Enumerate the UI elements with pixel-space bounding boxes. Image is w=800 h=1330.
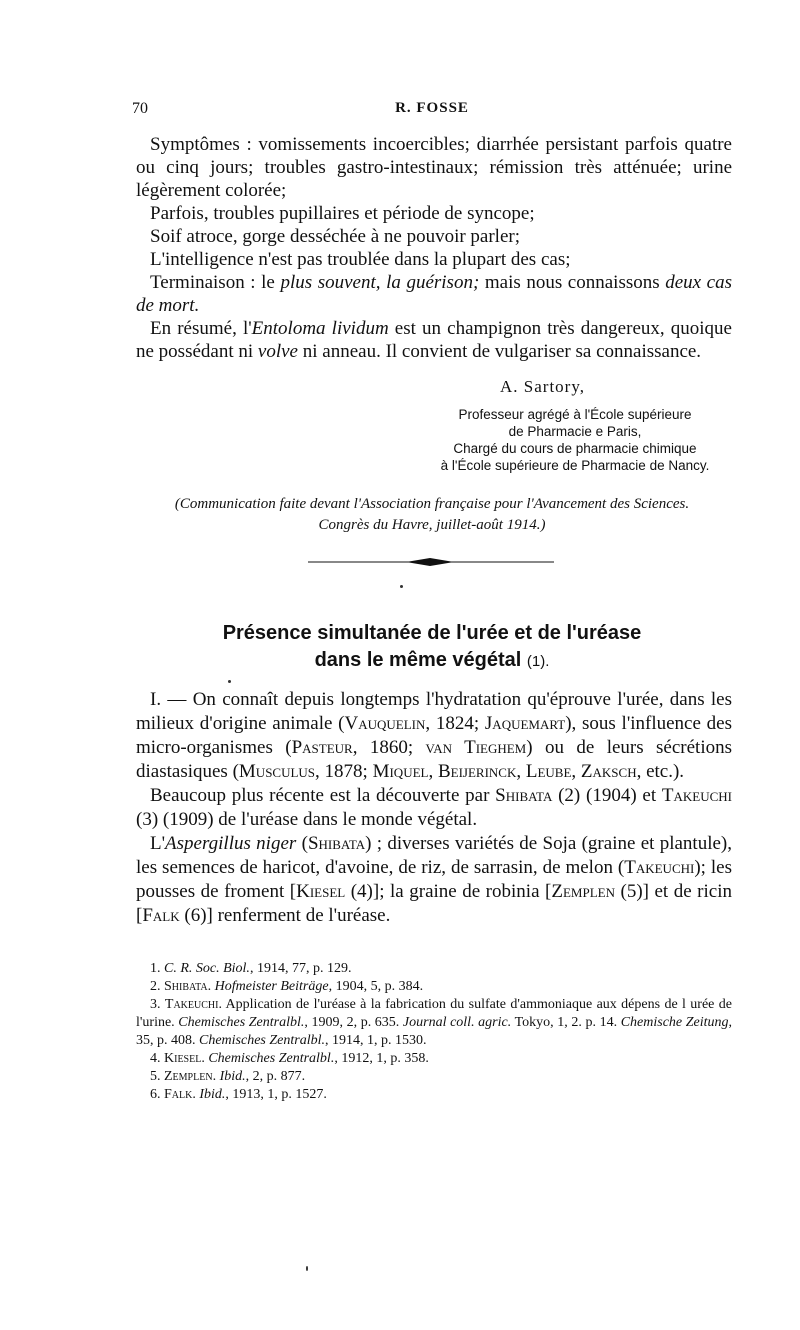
paragraph (136, 225, 732, 248)
text: (5)] et de ricin [ (136, 881, 732, 926)
italic-text: Aspergillus niger (165, 833, 297, 854)
paragraph (136, 202, 732, 225)
communication-line: Congrès du Havre, juillet-août 1914.) (318, 517, 546, 533)
paragraph (136, 832, 732, 928)
author-name: Shibata (307, 833, 366, 854)
italic-text: Chemisches Zentralbl. (208, 1051, 335, 1066)
footnote (136, 1086, 732, 1104)
text: , 1824; (425, 713, 485, 734)
text: 2. (150, 979, 164, 994)
footnote (136, 1068, 732, 1086)
text: Beaucoup plus récente est la découverte par (150, 785, 496, 806)
text: (4)]; la graine de robinia [ (345, 881, 552, 902)
author-name: Kiesel (296, 881, 346, 902)
author-name: Zemplen (164, 1069, 213, 1084)
text: , 1860; (352, 737, 426, 758)
author-name: Shibata (164, 979, 208, 994)
italic-text: Hofmeister Beiträge (214, 979, 329, 994)
footnote (136, 978, 732, 996)
footnote-ref: (1). (526, 653, 550, 670)
text: , (428, 761, 438, 782)
author-name: Leube (525, 761, 572, 782)
text: , (571, 761, 581, 782)
title-text: dans le même végétal (314, 649, 522, 671)
affiliation-line: Professeur agrégé à l'École supérieure (458, 407, 692, 422)
text: , 1909, 2, p. 635. (304, 1015, 403, 1030)
text: Tokyo, 1, 2. p. 14. (511, 1015, 621, 1030)
text: (3) (1909) de l'uréase dans le monde végétal. (136, 809, 478, 830)
author-name: Takeuchi (624, 857, 695, 878)
author-signature: A. Sartory, (500, 377, 585, 396)
author-name: Musculus (238, 761, 316, 782)
text: 1. (150, 961, 164, 976)
text: est un champignon très dangereux, quoique ne possédant ni (136, 318, 732, 362)
italic-text: C. R. Soc. Biol. (164, 961, 250, 976)
page-number: 70 (132, 100, 148, 117)
communication-note (132, 494, 732, 536)
text: , 35, p. 408. (136, 1015, 732, 1048)
author-name: van Tieghem (425, 737, 527, 758)
italic-text: Ibid. (219, 1069, 246, 1084)
text: , 1914, 77, p. 129. (249, 961, 352, 976)
paragraph (136, 317, 732, 363)
article-body (136, 688, 732, 928)
paragraph (136, 784, 732, 832)
author-name: Kiesel (164, 1051, 202, 1066)
page-header (132, 100, 732, 124)
author-name: Miquel (372, 761, 429, 782)
paragraph (136, 248, 732, 271)
title-line: Présence simultanée de l'urée et de l'uréase (222, 622, 642, 644)
text: ( (296, 833, 308, 854)
text: Terminaison : le (150, 272, 281, 293)
italic-text: Chemisches Zentralbl. (178, 1015, 305, 1030)
text: ) ou de leurs sécrétions diastasiques ( (136, 737, 733, 782)
author-name: Falk (164, 1087, 193, 1102)
author-name: Falk (142, 905, 180, 926)
paragraph (136, 688, 732, 784)
author-name: Jaquemart (484, 713, 566, 734)
communication-line: (Communication faite devant l'Association française pour l'Avancement des Sciences. (174, 496, 690, 512)
text: I. — On connaît depuis longtemps l'hydratation qu'éprouve l'urée, dans les milieux d'origine animale ( (136, 689, 732, 734)
text: Symptômes : vomissements incoercibles; diarrhée persistant parfois quatre ou cinq jours; troubles gastro-intestinaux; rémission très atténuée; urine légèrement colorée; (136, 134, 732, 201)
author-name: Beijerinck (437, 761, 517, 782)
author-name: Zaksch (580, 761, 637, 782)
print-speck (400, 585, 403, 588)
text: , 1914, 1, p. 1530. (325, 1033, 427, 1048)
section-divider-ornament (308, 557, 554, 567)
article-title (132, 620, 732, 675)
text: ); les pousses de froment [ (136, 857, 732, 902)
text: (2) (1904) et (552, 785, 662, 806)
italic-text: deux cas de mort. (136, 272, 732, 316)
footnote (136, 996, 732, 1050)
affiliation-line: de Pharmacie e Paris, (508, 424, 642, 439)
text: L' (150, 833, 166, 854)
italic-text: volve (257, 341, 298, 362)
text: , 1878; (315, 761, 373, 782)
italic-text: plus souvent, la guérison; (280, 272, 480, 293)
italic-text: Ibid. (199, 1087, 226, 1102)
text: ) ; diverses variétés de Soja (graine et plantule), les semences de haricot, d'avoine, de riz, de sarrasin, de melon ( (136, 833, 733, 878)
text: . (201, 1051, 209, 1066)
text: , (516, 761, 526, 782)
author-name: Pasteur (291, 737, 353, 758)
text: . Application de l'uréase à la fabrication du sulfate d'ammoniaque aux dépens de l urée de l'urine. (136, 997, 732, 1030)
paragraph (136, 271, 732, 317)
running-head: R. FOSSE (395, 100, 469, 116)
text: 4. (150, 1051, 164, 1066)
text: ), sous l'influence des micro-organismes ( (136, 713, 732, 758)
intro-text (136, 133, 732, 363)
author-name: Takeuchi (661, 785, 732, 806)
text: 3. (150, 997, 165, 1012)
author-affiliation (410, 406, 740, 474)
print-speck (306, 1266, 308, 1271)
footnote (136, 960, 732, 978)
text: L'intelligence n'est pas troublée dans la plupart des cas; (150, 249, 571, 270)
text: , 1904, 5, p. 384. (328, 979, 424, 994)
italic-text: Chemische Zeitung (620, 1015, 729, 1030)
text: 5. (150, 1069, 164, 1084)
text: . (192, 1087, 200, 1102)
text: Soif atroce, gorge desséchée à ne pouvoir parler; (150, 226, 520, 247)
affiliation-line: Chargé du cours de pharmacie chimique (453, 441, 697, 456)
text: , 1913, 1, p. 1527. (225, 1087, 327, 1102)
text: Parfois, troubles pupillaires et période de syncope; (150, 203, 535, 224)
text: 6. (150, 1087, 164, 1102)
italic-text: Chemisches Zentralbl. (199, 1033, 325, 1048)
text: . (212, 1069, 220, 1084)
author-name: Shibata (495, 785, 553, 806)
paragraph (136, 133, 732, 202)
footnote (136, 1050, 732, 1068)
text: , etc.). (636, 761, 685, 782)
text: En résumé, l' (150, 318, 252, 339)
text: mais nous connaissons (479, 272, 666, 293)
text: ni anneau. Il convient de vulgariser sa connaissance. (297, 341, 702, 362)
text: , 2, p. 877. (245, 1069, 306, 1084)
text: (6)] renferment de l'uréase. (179, 905, 391, 926)
italic-text: Journal coll. agric. (402, 1015, 512, 1030)
affiliation-line: à l'École supérieure de Pharmacie de Nancy. (440, 458, 710, 473)
footnotes (136, 960, 732, 1104)
text: . (207, 979, 215, 994)
text: , 1912, 1, p. 358. (334, 1051, 429, 1066)
author-name: Zemplen (551, 881, 615, 902)
author-name: Vauquelin (344, 713, 426, 734)
title-line (132, 647, 732, 675)
author-name: Takeuchi (164, 997, 219, 1012)
print-speck (228, 680, 231, 683)
italic-text: Entoloma lividum (251, 318, 389, 339)
